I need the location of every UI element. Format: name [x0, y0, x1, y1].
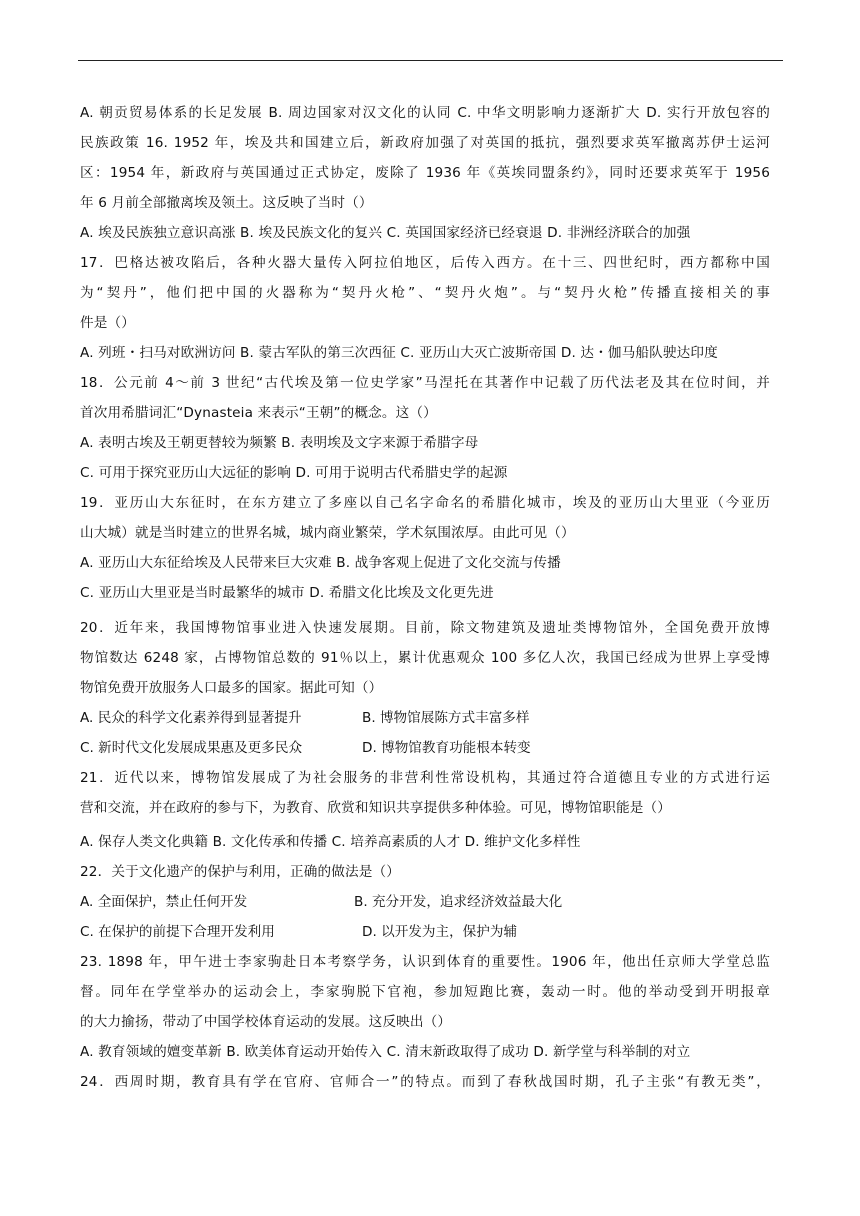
q22-option-c: C. 在保护的前提下合理开发利用 [80, 924, 275, 940]
q16-options-line: A. 埃及民族独立意识高涨 B. 埃及民族文化的复兴 C. 英国国家经济已经衰退 D. 非洲经济联合的加强 [80, 225, 691, 241]
q20-option-d: D. 博物馆教育功能根本转变 [362, 740, 531, 756]
q17-stem-line-1: 17．巴格达被攻陷后，各种火器大量传入阿拉伯地区，后传入西方。在十三、四世纪时，西方都称中国 [80, 255, 770, 271]
q23-stem-line-3: 的大力揄扬，带动了中国学校体育运动的发展。这反映出（） [80, 1014, 452, 1030]
q20-option-c: C. 新时代文化发展成果惠及更多民众 [80, 740, 303, 756]
q21-stem-line-2: 营和交流，并在政府的参与下，为教育、欣赏和知识共享提供多种体验。可见，博物馆职能是（） [80, 800, 671, 816]
q18-options-line-1: A. 表明古埃及王朝更替较为频繁 B. 表明埃及文字来源于希腊字母 [80, 435, 479, 451]
q24-stem-line-1: 24．西周时期，教育具有学在官府、官师合一”的特点。而到了春秋战国时期，孔子主张“有教无类”， [80, 1074, 770, 1090]
q16-stem-line-3: 年 6 月前全部撤离埃及领土。这反映了当时（） [80, 195, 373, 211]
q22-option-a: A. 全面保护，禁止任何开发 [80, 894, 248, 910]
q20-stem-line-1: 20．近年来，我国博物馆事业进入快速发展期。目前，除文物建筑及遗址类博物馆外，全国免费开放博 [80, 620, 770, 636]
q19-stem-line-1: 19．亚历山大东征时，在东方建立了多座以自己名字命名的希腊化城市，埃及的亚历山大里亚（今亚历 [80, 495, 770, 511]
q15-options-line: A. 朝贡贸易体系的长足发展 B. 周边国家对汉文化的认同 C. 中华文明影响力逐渐扩大 D. 实行开放包容的 [80, 105, 770, 121]
q17-stem-line-3: 件是（） [80, 315, 135, 331]
q19-stem-line-2: 山大城）就是当时建立的世界名城，城内商业繁荣，学术氛围浓厚。由此可见（） [80, 525, 575, 541]
q21-options-line: A. 保存人类文化典籍 B. 文化传承和传播 C. 培养高素质的人才 D. 维护文化多样性 [80, 834, 581, 850]
q22-option-d: D. 以开发为主，保护为辅 [362, 924, 518, 940]
q22-option-b: B. 充分开发，追求经济效益最大化 [354, 894, 563, 910]
q20-stem-line-2: 物馆数达 6248 家，占博物馆总数的 91％以上，累计优惠观众 100 多亿人次，我国已经成为世界上享受博 [80, 650, 770, 666]
q16-stem-line-1: 民族政策 16. 1952 年，埃及共和国建立后，新政府加强了对英国的抵抗，强烈要求英军撤离苏伊士运河 [80, 135, 770, 151]
q23-stem-line-1: 23. 1898 年，甲午进士李家驹赴日本考察学务，认识到体育的重要性。1906 年，他出任京师大学堂总监 [80, 954, 770, 970]
q23-stem-line-2: 督。同年在学堂举办的运动会上，李家驹脱下官袍，参加短跑比赛，轰动一时。他的举动受到开明报章 [80, 984, 770, 1000]
q22-stem-line: 22．关于文化遗产的保护与利用，正确的做法是（） [80, 864, 400, 880]
q19-options-line-2: C. 亚历山大里亚是当时最繁华的城市 D. 希腊文化比埃及文化更先进 [80, 585, 494, 601]
q20-option-a: A. 民众的科学文化素养得到显著提升 [80, 710, 302, 726]
q18-options-line-2: C. 可用于探究亚历山大远征的影响 D. 可用于说明古代希腊史学的起源 [80, 465, 508, 481]
q18-stem-line-2: 首次用希腊词汇“Dynasteia 来表示“王朝”的概念。这（） [80, 405, 437, 421]
q20-option-b: B. 博物馆展陈方式丰富多样 [362, 710, 530, 726]
q20-stem-line-3: 物馆免费开放服务人口最多的国家。据此可知（） [80, 680, 383, 696]
q17-options-line: A. 列班・扫马对欧洲访问 B. 蒙古军队的第三次西征 C. 亚历山大灭亡波斯帝国 D. 达・伽马船队驶达印度 [80, 345, 718, 361]
q16-stem-line-2: 区：1954 年，新政府与英国通过正式协定，废除了 1936 年《英埃同盟条约》，同时还要求英军于 1956 [80, 165, 770, 181]
header-rule [78, 60, 783, 61]
q23-options-line: A. 教育领域的嬗变革新 B. 欧美体育运动开始传入 C. 清末新政取得了成功 D. 新学堂与科举制的对立 [80, 1044, 691, 1060]
q19-options-line-1: A. 亚历山大东征给埃及人民带来巨大灾难 B. 战争客观上促进了文化交流与传播 [80, 555, 561, 571]
q18-stem-line-1: 18．公元前 4～前 3 世纪“古代埃及第一位史学家”马涅托在其著作中记载了历代法老及其在位时间，并 [80, 375, 770, 391]
q17-stem-line-2: 为“契丹”，他们把中国的火器称为“契丹火枪”、“契丹火炮”。与“契丹火枪”传播直接相关的事 [80, 285, 770, 301]
q21-stem-line-1: 21．近代以来，博物馆发展成了为社会服务的非营利性常设机构，其通过符合道德且专业的方式进行运 [80, 770, 770, 786]
